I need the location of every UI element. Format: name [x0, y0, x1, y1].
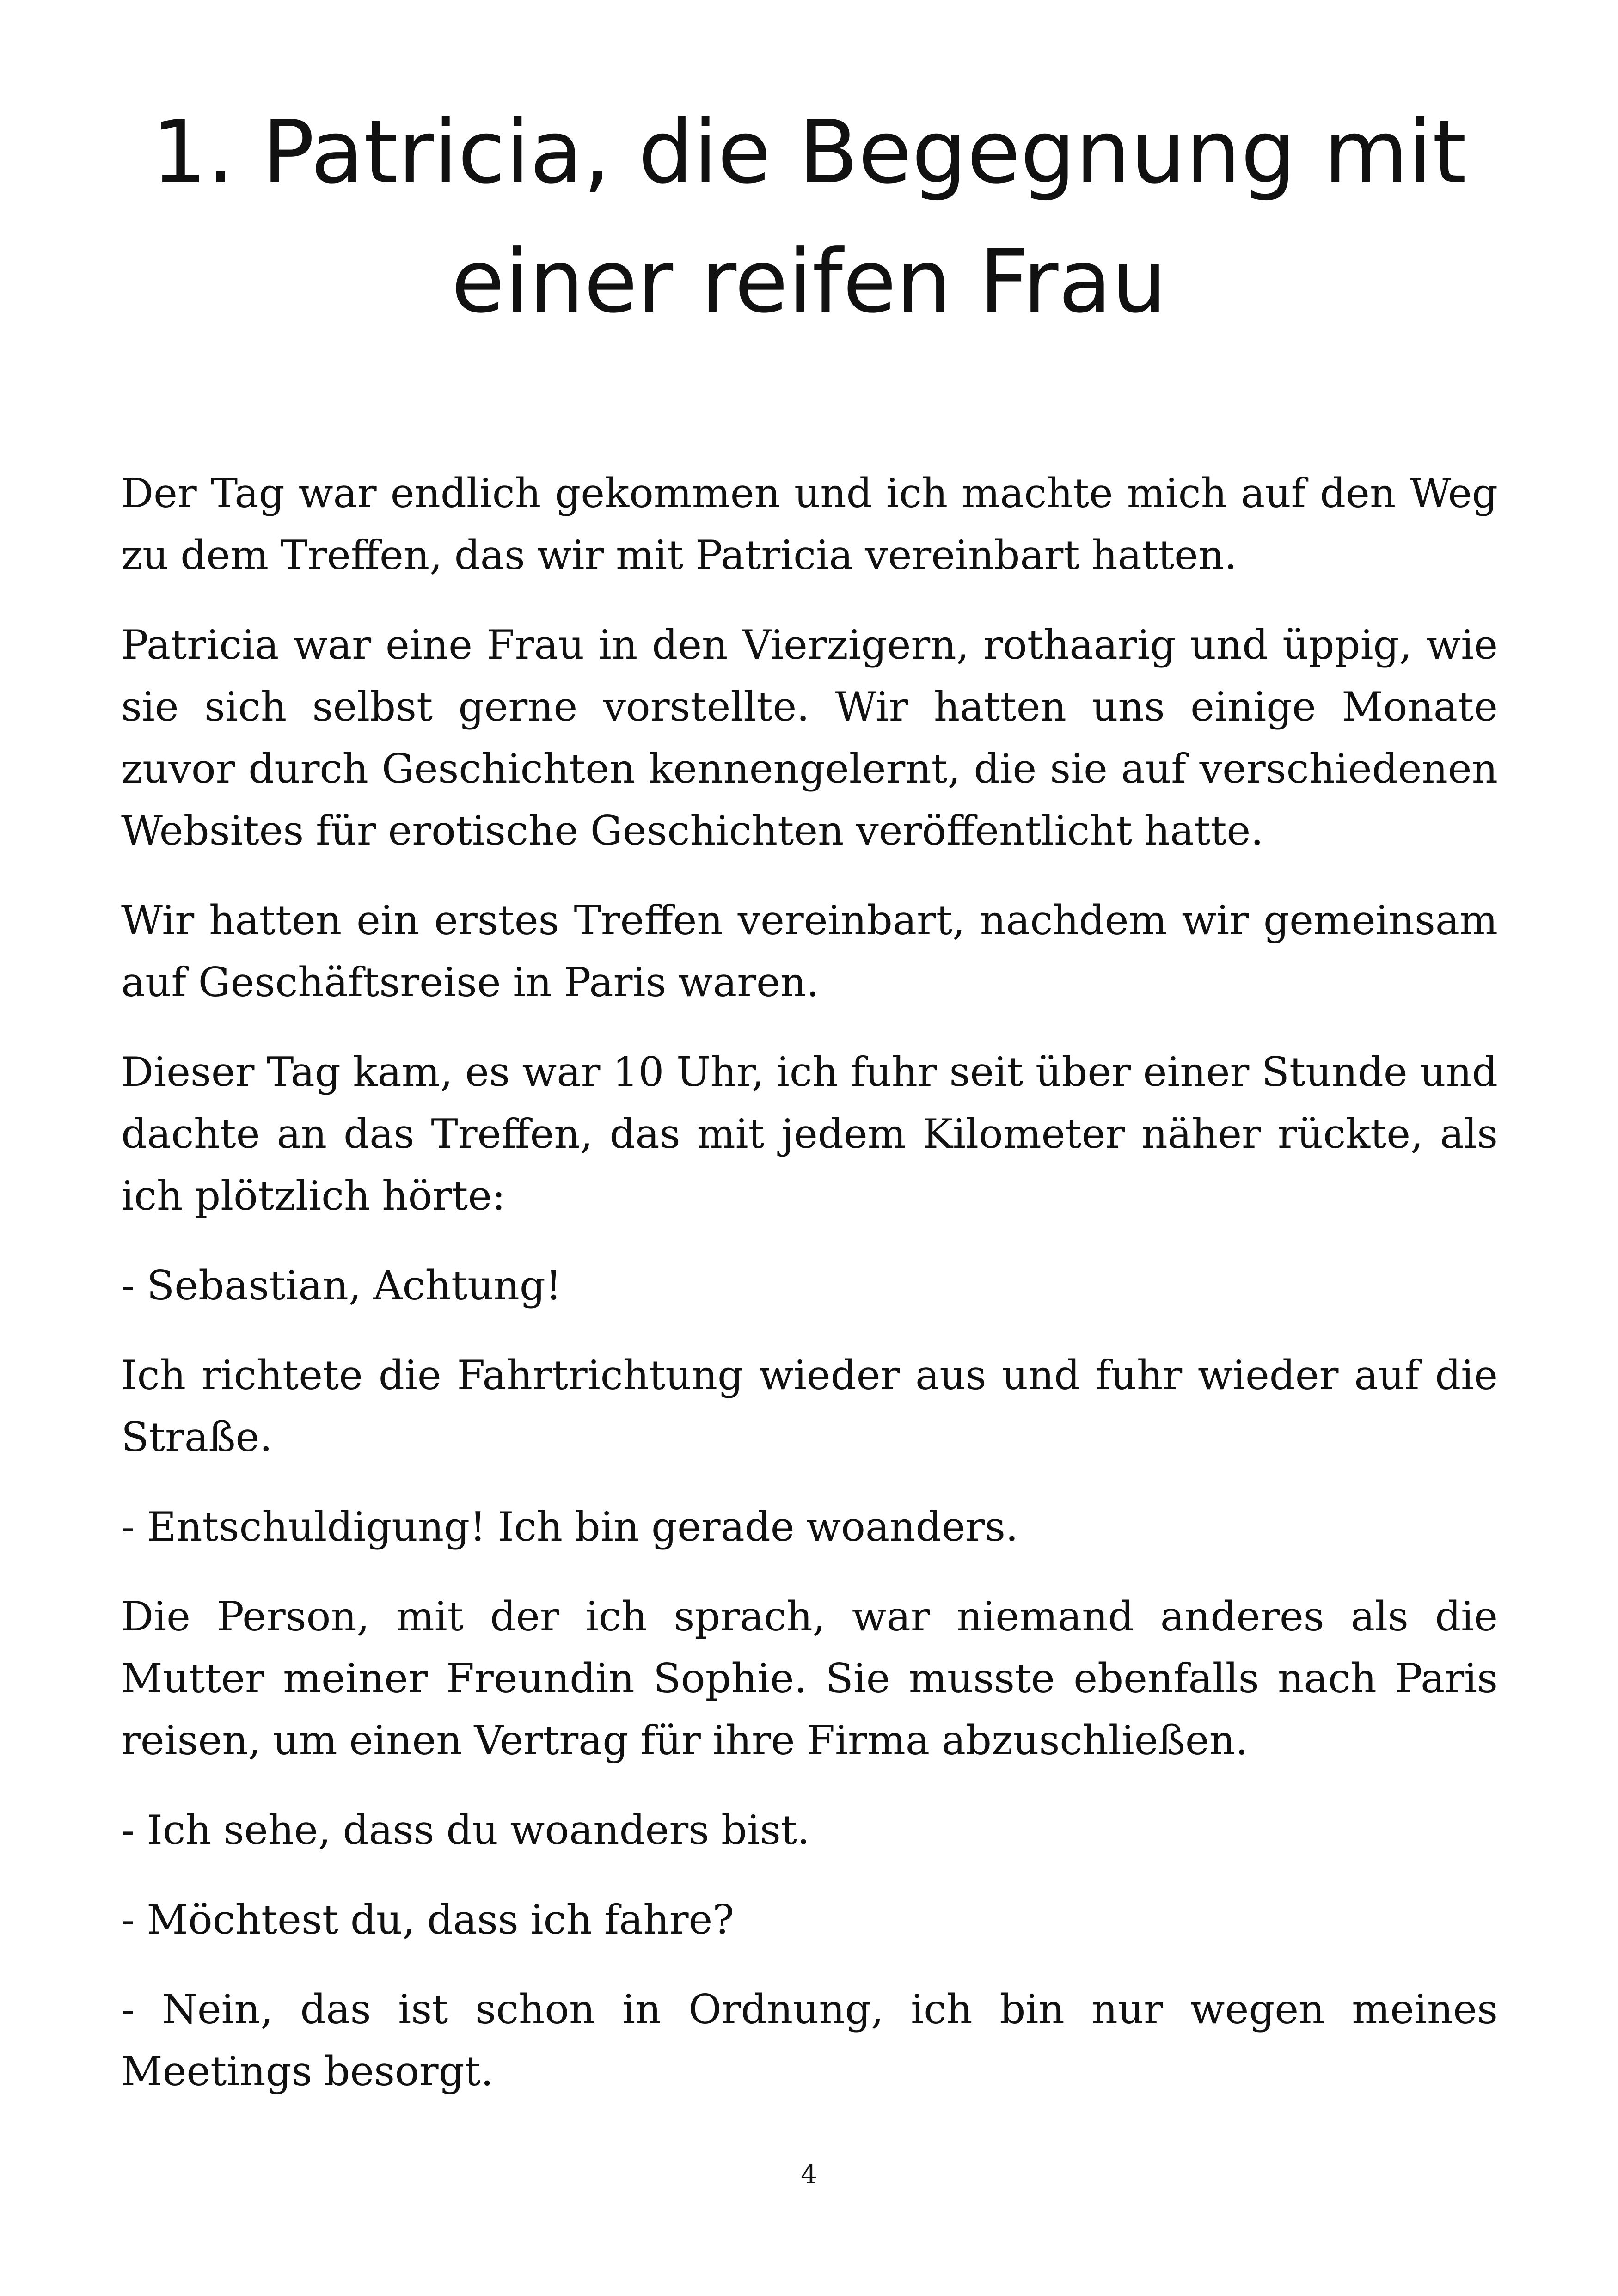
paragraph-6: Die Person, mit der ich sprach, war niemand anderes als die Mutter meiner Freundin Sophie. Sie musste ebenfalls nach Paris reisen, um einen Vertrag für ihre Firma abzuschließen.: [121, 1593, 1498, 1764]
dialogue-line-3: - Ich sehe, dass du woanders bist.: [121, 1806, 810, 1854]
page-number: 4: [801, 2160, 817, 2190]
dialogue-line-2: - Entschuldigung! Ich bin gerade woanders.: [121, 1503, 1018, 1550]
paragraph-2: Patricia war eine Frau in den Vierzigern, rothaarig und üppig, wie sie sich selbst gerne vorstellte. Wir hatten uns einige Monate zuvor durch Geschichten kennengelernt, die sie auf verschiedenen Websites für erotische Geschichten veröffentlicht hatte.: [121, 621, 1498, 854]
chapter-title: [139, 88, 1479, 347]
paragraph-1: Der Tag war endlich gekommen und ich machte mich auf den Weg zu dem Treffen, das wir mit Patricia vereinbart hatten.: [121, 470, 1498, 579]
dialogue-line-5: - Nein, das ist schon in Ordnung, ich bin nur wegen meines Meetings besorgt.: [121, 1986, 1498, 2095]
dialogue-line-4: - Möchtest du, dass ich fahre?: [121, 1896, 735, 1943]
chapter-title-line-2: einer reifen Frau: [451, 231, 1167, 332]
paragraph-3: Wir hatten ein erstes Treffen vereinbart, nachdem wir gemeinsam auf Geschäftsreise in Paris waren.: [121, 897, 1498, 1006]
paragraph-5: Ich richtete die Fahrtrichtung wieder aus und fuhr wieder auf die Straße.: [121, 1352, 1498, 1461]
body-text: [121, 462, 1498, 2130]
paragraph-4: Dieser Tag kam, es war 10 Uhr, ich fuhr seit über einer Stunde und dachte an das Treffen, das mit jedem Kilometer näher rückte, als ich plötzlich hörte:: [121, 1048, 1498, 1219]
chapter-title-line-1: 1. Patricia, die Begegnung mit: [151, 102, 1467, 203]
dialogue-line-1: - Sebastian, Achtung!: [121, 1262, 562, 1309]
